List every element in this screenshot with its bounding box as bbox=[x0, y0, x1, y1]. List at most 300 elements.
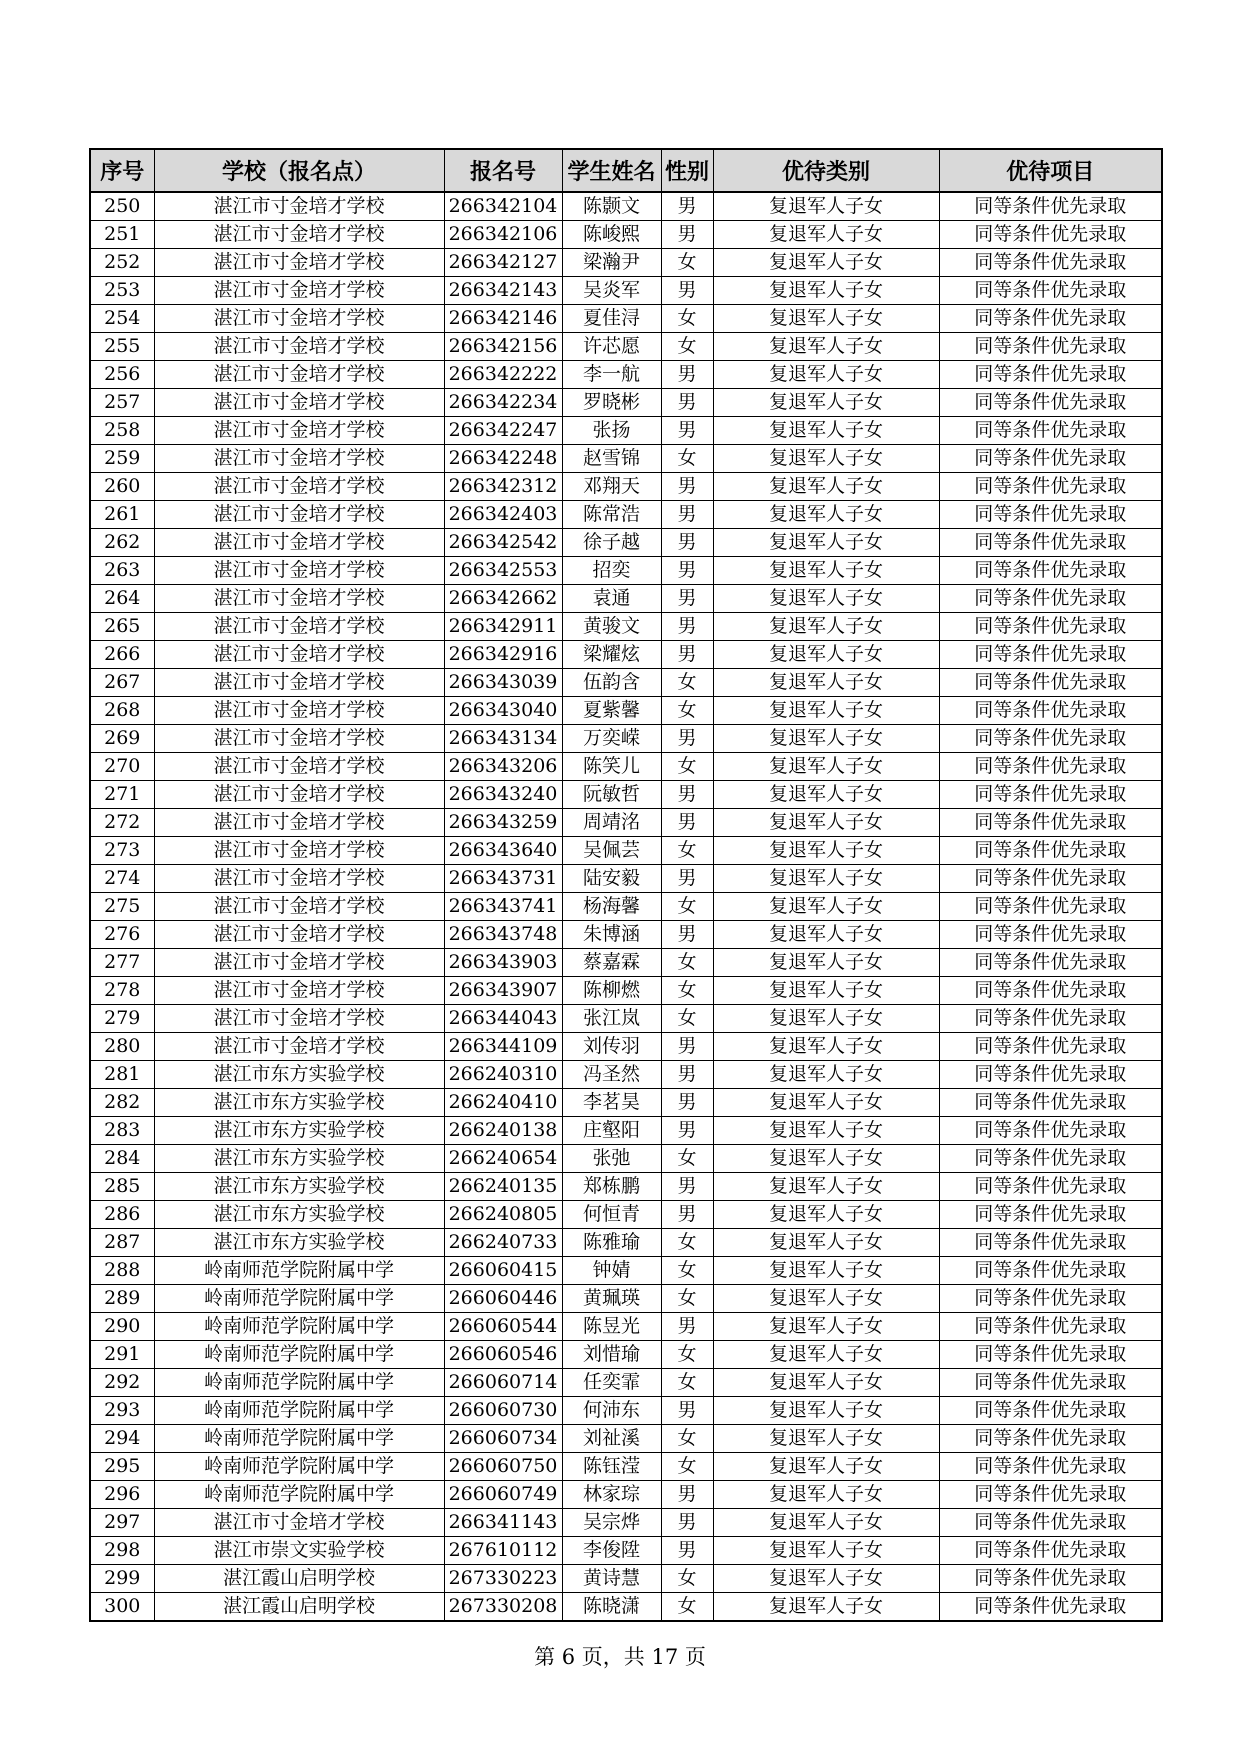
cell-reg-no: 266342106 bbox=[444, 221, 562, 249]
cell-reg-no: 266342247 bbox=[444, 417, 562, 445]
cell-priority-item: 同等条件优先录取 bbox=[939, 1229, 1162, 1257]
cell-student-name: 黄骏文 bbox=[562, 613, 661, 641]
cell-school: 湛江市寸金培才学校 bbox=[154, 1509, 444, 1537]
cell-priority-category: 复退军人子女 bbox=[713, 809, 939, 837]
cell-gender: 女 bbox=[661, 333, 713, 361]
cell-student-name: 陈晓潇 bbox=[562, 1593, 661, 1622]
header-priority-category: 优待类别 bbox=[713, 149, 939, 192]
table-row bbox=[90, 641, 1162, 669]
cell-seq: 284 bbox=[90, 1145, 154, 1173]
cell-gender: 男 bbox=[661, 529, 713, 557]
cell-priority-category: 复退军人子女 bbox=[713, 1537, 939, 1565]
cell-school: 岭南师范学院附属中学 bbox=[154, 1285, 444, 1313]
cell-reg-no: 266342234 bbox=[444, 389, 562, 417]
cell-reg-no: 266343134 bbox=[444, 725, 562, 753]
cell-reg-no: 267330223 bbox=[444, 1565, 562, 1593]
cell-gender: 男 bbox=[661, 361, 713, 389]
cell-reg-no: 266343748 bbox=[444, 921, 562, 949]
cell-student-name: 刘传羽 bbox=[562, 1033, 661, 1061]
cell-student-name: 吴宗烨 bbox=[562, 1509, 661, 1537]
cell-school: 湛江市寸金培才学校 bbox=[154, 753, 444, 781]
cell-priority-category: 复退军人子女 bbox=[713, 1593, 939, 1622]
cell-reg-no: 266343907 bbox=[444, 977, 562, 1005]
cell-seq: 299 bbox=[90, 1565, 154, 1593]
cell-school: 湛江市寸金培才学校 bbox=[154, 1005, 444, 1033]
cell-gender: 女 bbox=[661, 1285, 713, 1313]
cell-priority-item: 同等条件优先录取 bbox=[939, 1509, 1162, 1537]
cell-seq: 294 bbox=[90, 1425, 154, 1453]
cell-priority-item: 同等条件优先录取 bbox=[939, 361, 1162, 389]
cell-gender: 女 bbox=[661, 837, 713, 865]
cell-gender: 女 bbox=[661, 1425, 713, 1453]
cell-school: 湛江市寸金培才学校 bbox=[154, 949, 444, 977]
cell-reg-no: 266341143 bbox=[444, 1509, 562, 1537]
cell-seq: 268 bbox=[90, 697, 154, 725]
cell-seq: 267 bbox=[90, 669, 154, 697]
cell-school: 岭南师范学院附属中学 bbox=[154, 1341, 444, 1369]
cell-priority-category: 复退军人子女 bbox=[713, 1229, 939, 1257]
cell-priority-category: 复退军人子女 bbox=[713, 585, 939, 613]
cell-gender: 男 bbox=[661, 781, 713, 809]
cell-gender: 女 bbox=[661, 977, 713, 1005]
cell-reg-no: 266342146 bbox=[444, 305, 562, 333]
header-reg-no: 报名号 bbox=[444, 149, 562, 192]
cell-priority-category: 复退军人子女 bbox=[713, 753, 939, 781]
cell-priority-category: 复退军人子女 bbox=[713, 1369, 939, 1397]
table-row bbox=[90, 1481, 1162, 1509]
cell-school: 岭南师范学院附属中学 bbox=[154, 1397, 444, 1425]
cell-gender: 女 bbox=[661, 445, 713, 473]
header-school: 学校（报名点） bbox=[154, 149, 444, 192]
cell-gender: 男 bbox=[661, 725, 713, 753]
table-row bbox=[90, 249, 1162, 277]
cell-priority-item: 同等条件优先录取 bbox=[939, 893, 1162, 921]
header-seq: 序号 bbox=[90, 149, 154, 192]
cell-school: 湛江市寸金培才学校 bbox=[154, 277, 444, 305]
table-row bbox=[90, 305, 1162, 333]
table-row bbox=[90, 473, 1162, 501]
cell-student-name: 杨海馨 bbox=[562, 893, 661, 921]
cell-reg-no: 266342553 bbox=[444, 557, 562, 585]
cell-school: 湛江市寸金培才学校 bbox=[154, 641, 444, 669]
cell-reg-no: 266060415 bbox=[444, 1257, 562, 1285]
header-student-name: 学生姓名 bbox=[562, 149, 661, 192]
cell-priority-item: 同等条件优先录取 bbox=[939, 837, 1162, 865]
cell-priority-item: 同等条件优先录取 bbox=[939, 809, 1162, 837]
cell-student-name: 周靖洺 bbox=[562, 809, 661, 837]
table-row bbox=[90, 445, 1162, 473]
cell-school: 湛江市寸金培才学校 bbox=[154, 361, 444, 389]
cell-priority-category: 复退军人子女 bbox=[713, 221, 939, 249]
cell-reg-no: 266342542 bbox=[444, 529, 562, 557]
table-row bbox=[90, 1061, 1162, 1089]
cell-seq: 265 bbox=[90, 613, 154, 641]
cell-priority-category: 复退军人子女 bbox=[713, 361, 939, 389]
table-row bbox=[90, 697, 1162, 725]
cell-priority-category: 复退军人子女 bbox=[713, 1173, 939, 1201]
cell-school: 湛江市寸金培才学校 bbox=[154, 613, 444, 641]
table-row bbox=[90, 501, 1162, 529]
cell-seq: 271 bbox=[90, 781, 154, 809]
cell-seq: 273 bbox=[90, 837, 154, 865]
table-row bbox=[90, 585, 1162, 613]
cell-school: 湛江市寸金培才学校 bbox=[154, 865, 444, 893]
cell-school: 湛江市寸金培才学校 bbox=[154, 585, 444, 613]
table-row bbox=[90, 837, 1162, 865]
cell-priority-item: 同等条件优先录取 bbox=[939, 1061, 1162, 1089]
cell-priority-category: 复退军人子女 bbox=[713, 837, 939, 865]
cell-school: 湛江市寸金培才学校 bbox=[154, 445, 444, 473]
cell-priority-category: 复退军人子女 bbox=[713, 389, 939, 417]
cell-student-name: 陈钰滢 bbox=[562, 1453, 661, 1481]
table-row bbox=[90, 557, 1162, 585]
cell-reg-no: 267610112 bbox=[444, 1537, 562, 1565]
cell-school: 湛江市寸金培才学校 bbox=[154, 781, 444, 809]
cell-student-name: 袁通 bbox=[562, 585, 661, 613]
cell-reg-no: 266342916 bbox=[444, 641, 562, 669]
cell-reg-no: 266342911 bbox=[444, 613, 562, 641]
cell-reg-no: 266060750 bbox=[444, 1453, 562, 1481]
table-row bbox=[90, 781, 1162, 809]
cell-seq: 285 bbox=[90, 1173, 154, 1201]
table-row bbox=[90, 725, 1162, 753]
cell-seq: 282 bbox=[90, 1089, 154, 1117]
cell-priority-item: 同等条件优先录取 bbox=[939, 781, 1162, 809]
cell-gender: 女 bbox=[661, 697, 713, 725]
cell-school: 湛江市寸金培才学校 bbox=[154, 529, 444, 557]
cell-seq: 275 bbox=[90, 893, 154, 921]
cell-reg-no: 266060544 bbox=[444, 1313, 562, 1341]
table-row bbox=[90, 277, 1162, 305]
cell-priority-category: 复退军人子女 bbox=[713, 473, 939, 501]
cell-student-name: 万奕嵘 bbox=[562, 725, 661, 753]
cell-seq: 255 bbox=[90, 333, 154, 361]
cell-reg-no: 266342403 bbox=[444, 501, 562, 529]
cell-school: 湛江霞山启明学校 bbox=[154, 1565, 444, 1593]
cell-gender: 男 bbox=[661, 1173, 713, 1201]
cell-student-name: 黄珮瑛 bbox=[562, 1285, 661, 1313]
cell-school: 湛江市寸金培才学校 bbox=[154, 557, 444, 585]
cell-reg-no: 266343040 bbox=[444, 697, 562, 725]
cell-gender: 男 bbox=[661, 1201, 713, 1229]
cell-priority-item: 同等条件优先录取 bbox=[939, 641, 1162, 669]
table-row bbox=[90, 1313, 1162, 1341]
cell-gender: 女 bbox=[661, 1229, 713, 1257]
cell-seq: 258 bbox=[90, 417, 154, 445]
table-row bbox=[90, 613, 1162, 641]
cell-gender: 女 bbox=[661, 1565, 713, 1593]
cell-school: 湛江市寸金培才学校 bbox=[154, 893, 444, 921]
cell-reg-no: 266343259 bbox=[444, 809, 562, 837]
cell-seq: 283 bbox=[90, 1117, 154, 1145]
cell-school: 湛江市东方实验学校 bbox=[154, 1229, 444, 1257]
cell-seq: 289 bbox=[90, 1285, 154, 1313]
cell-gender: 男 bbox=[661, 221, 713, 249]
cell-priority-item: 同等条件优先录取 bbox=[939, 1341, 1162, 1369]
cell-seq: 252 bbox=[90, 249, 154, 277]
table-row bbox=[90, 977, 1162, 1005]
cell-seq: 260 bbox=[90, 473, 154, 501]
cell-gender: 男 bbox=[661, 865, 713, 893]
table-row bbox=[90, 1565, 1162, 1593]
cell-priority-item: 同等条件优先录取 bbox=[939, 613, 1162, 641]
cell-seq: 277 bbox=[90, 949, 154, 977]
cell-reg-no: 266240410 bbox=[444, 1089, 562, 1117]
cell-priority-item: 同等条件优先录取 bbox=[939, 1593, 1162, 1622]
table-row bbox=[90, 361, 1162, 389]
cell-reg-no: 266240805 bbox=[444, 1201, 562, 1229]
cell-priority-category: 复退军人子女 bbox=[713, 669, 939, 697]
cell-gender: 女 bbox=[661, 753, 713, 781]
cell-priority-item: 同等条件优先录取 bbox=[939, 445, 1162, 473]
cell-priority-item: 同等条件优先录取 bbox=[939, 1453, 1162, 1481]
cell-school: 湛江市东方实验学校 bbox=[154, 1117, 444, 1145]
cell-priority-item: 同等条件优先录取 bbox=[939, 557, 1162, 585]
cell-gender: 女 bbox=[661, 1341, 713, 1369]
cell-priority-item: 同等条件优先录取 bbox=[939, 389, 1162, 417]
cell-priority-item: 同等条件优先录取 bbox=[939, 977, 1162, 1005]
cell-reg-no: 266342143 bbox=[444, 277, 562, 305]
cell-gender: 男 bbox=[661, 1061, 713, 1089]
cell-seq: 266 bbox=[90, 641, 154, 669]
cell-seq: 270 bbox=[90, 753, 154, 781]
cell-gender: 男 bbox=[661, 557, 713, 585]
cell-seq: 279 bbox=[90, 1005, 154, 1033]
table-row bbox=[90, 809, 1162, 837]
cell-student-name: 刘惜瑜 bbox=[562, 1341, 661, 1369]
cell-school: 湛江市寸金培才学校 bbox=[154, 725, 444, 753]
cell-student-name: 刘祉溪 bbox=[562, 1425, 661, 1453]
table-row bbox=[90, 1453, 1162, 1481]
cell-priority-item: 同等条件优先录取 bbox=[939, 305, 1162, 333]
cell-school: 湛江市东方实验学校 bbox=[154, 1061, 444, 1089]
cell-student-name: 张弛 bbox=[562, 1145, 661, 1173]
cell-student-name: 赵雪锦 bbox=[562, 445, 661, 473]
table-row bbox=[90, 1173, 1162, 1201]
cell-gender: 女 bbox=[661, 949, 713, 977]
cell-student-name: 陈雅瑜 bbox=[562, 1229, 661, 1257]
cell-reg-no: 266343640 bbox=[444, 837, 562, 865]
cell-priority-item: 同等条件优先录取 bbox=[939, 249, 1162, 277]
cell-priority-item: 同等条件优先录取 bbox=[939, 1397, 1162, 1425]
cell-priority-category: 复退军人子女 bbox=[713, 1481, 939, 1509]
cell-priority-category: 复退军人子女 bbox=[713, 1145, 939, 1173]
priority-admission-table bbox=[89, 148, 1163, 1622]
cell-priority-category: 复退军人子女 bbox=[713, 697, 939, 725]
cell-priority-item: 同等条件优先录取 bbox=[939, 1481, 1162, 1509]
cell-priority-category: 复退军人子女 bbox=[713, 192, 939, 221]
cell-student-name: 阮敏哲 bbox=[562, 781, 661, 809]
cell-priority-item: 同等条件优先录取 bbox=[939, 725, 1162, 753]
cell-priority-category: 复退军人子女 bbox=[713, 781, 939, 809]
cell-school: 湛江市寸金培才学校 bbox=[154, 837, 444, 865]
table-row bbox=[90, 192, 1162, 221]
cell-student-name: 招奕 bbox=[562, 557, 661, 585]
cell-priority-category: 复退军人子女 bbox=[713, 417, 939, 445]
cell-seq: 278 bbox=[90, 977, 154, 1005]
cell-gender: 女 bbox=[661, 669, 713, 697]
cell-reg-no: 266240135 bbox=[444, 1173, 562, 1201]
cell-priority-category: 复退军人子女 bbox=[713, 977, 939, 1005]
cell-reg-no: 266060734 bbox=[444, 1425, 562, 1453]
table-row bbox=[90, 669, 1162, 697]
cell-student-name: 陈颢文 bbox=[562, 192, 661, 221]
cell-seq: 272 bbox=[90, 809, 154, 837]
cell-reg-no: 266060546 bbox=[444, 1341, 562, 1369]
cell-seq: 261 bbox=[90, 501, 154, 529]
cell-reg-no: 266343240 bbox=[444, 781, 562, 809]
cell-gender: 女 bbox=[661, 1593, 713, 1622]
cell-gender: 男 bbox=[661, 585, 713, 613]
cell-seq: 296 bbox=[90, 1481, 154, 1509]
cell-priority-item: 同等条件优先录取 bbox=[939, 949, 1162, 977]
table-row bbox=[90, 893, 1162, 921]
cell-school: 湛江市寸金培才学校 bbox=[154, 921, 444, 949]
header-gender: 性别 bbox=[661, 149, 713, 192]
cell-seq: 250 bbox=[90, 192, 154, 221]
cell-priority-category: 复退军人子女 bbox=[713, 557, 939, 585]
cell-seq: 264 bbox=[90, 585, 154, 613]
cell-seq: 288 bbox=[90, 1257, 154, 1285]
cell-reg-no: 266342127 bbox=[444, 249, 562, 277]
cell-priority-category: 复退军人子女 bbox=[713, 949, 939, 977]
cell-student-name: 何沛东 bbox=[562, 1397, 661, 1425]
cell-reg-no: 266342662 bbox=[444, 585, 562, 613]
cell-priority-category: 复退军人子女 bbox=[713, 725, 939, 753]
cell-gender: 男 bbox=[661, 389, 713, 417]
cell-priority-item: 同等条件优先录取 bbox=[939, 1005, 1162, 1033]
table-row bbox=[90, 1397, 1162, 1425]
cell-priority-category: 复退军人子女 bbox=[713, 1201, 939, 1229]
cell-priority-item: 同等条件优先录取 bbox=[939, 1201, 1162, 1229]
cell-priority-category: 复退军人子女 bbox=[713, 1117, 939, 1145]
cell-priority-category: 复退军人子女 bbox=[713, 1005, 939, 1033]
cell-gender: 男 bbox=[661, 1033, 713, 1061]
cell-priority-category: 复退军人子女 bbox=[713, 865, 939, 893]
table-row bbox=[90, 1201, 1162, 1229]
table-row bbox=[90, 1341, 1162, 1369]
table-row bbox=[90, 1593, 1162, 1622]
cell-gender: 男 bbox=[661, 809, 713, 837]
cell-seq: 257 bbox=[90, 389, 154, 417]
cell-reg-no: 266342156 bbox=[444, 333, 562, 361]
cell-priority-category: 复退军人子女 bbox=[713, 1033, 939, 1061]
cell-priority-item: 同等条件优先录取 bbox=[939, 1173, 1162, 1201]
cell-priority-category: 复退军人子女 bbox=[713, 277, 939, 305]
cell-reg-no: 266343039 bbox=[444, 669, 562, 697]
cell-seq: 292 bbox=[90, 1369, 154, 1397]
cell-priority-category: 复退军人子女 bbox=[713, 1257, 939, 1285]
cell-reg-no: 266343731 bbox=[444, 865, 562, 893]
cell-gender: 女 bbox=[661, 1257, 713, 1285]
cell-seq: 253 bbox=[90, 277, 154, 305]
cell-priority-category: 复退军人子女 bbox=[713, 1453, 939, 1481]
cell-school: 岭南师范学院附属中学 bbox=[154, 1369, 444, 1397]
cell-school: 岭南师范学院附属中学 bbox=[154, 1425, 444, 1453]
cell-priority-item: 同等条件优先录取 bbox=[939, 1033, 1162, 1061]
cell-priority-item: 同等条件优先录取 bbox=[939, 1117, 1162, 1145]
cell-student-name: 冯圣然 bbox=[562, 1061, 661, 1089]
cell-school: 湛江霞山启明学校 bbox=[154, 1593, 444, 1622]
cell-priority-category: 复退军人子女 bbox=[713, 641, 939, 669]
table-body bbox=[90, 192, 1162, 1621]
cell-gender: 男 bbox=[661, 1313, 713, 1341]
cell-priority-category: 复退军人子女 bbox=[713, 1341, 939, 1369]
cell-gender: 男 bbox=[661, 1089, 713, 1117]
table-row bbox=[90, 1033, 1162, 1061]
cell-gender: 男 bbox=[661, 1117, 713, 1145]
cell-seq: 263 bbox=[90, 557, 154, 585]
cell-seq: 295 bbox=[90, 1453, 154, 1481]
cell-reg-no: 266060714 bbox=[444, 1369, 562, 1397]
table-row bbox=[90, 1425, 1162, 1453]
cell-priority-category: 复退军人子女 bbox=[713, 1565, 939, 1593]
cell-priority-item: 同等条件优先录取 bbox=[939, 1425, 1162, 1453]
cell-school: 湛江市寸金培才学校 bbox=[154, 977, 444, 1005]
table-row bbox=[90, 1509, 1162, 1537]
cell-gender: 男 bbox=[661, 921, 713, 949]
cell-school: 湛江市寸金培才学校 bbox=[154, 333, 444, 361]
cell-gender: 男 bbox=[661, 1397, 713, 1425]
cell-reg-no: 266060730 bbox=[444, 1397, 562, 1425]
cell-student-name: 陈昱光 bbox=[562, 1313, 661, 1341]
table-row bbox=[90, 949, 1162, 977]
cell-reg-no: 267330208 bbox=[444, 1593, 562, 1622]
cell-student-name: 林家琮 bbox=[562, 1481, 661, 1509]
cell-reg-no: 266343741 bbox=[444, 893, 562, 921]
table-row bbox=[90, 1145, 1162, 1173]
cell-student-name: 许芯愿 bbox=[562, 333, 661, 361]
cell-student-name: 李茗昊 bbox=[562, 1089, 661, 1117]
cell-school: 湛江市寸金培才学校 bbox=[154, 417, 444, 445]
cell-gender: 男 bbox=[661, 473, 713, 501]
cell-reg-no: 266342104 bbox=[444, 192, 562, 221]
cell-student-name: 梁耀炫 bbox=[562, 641, 661, 669]
cell-priority-category: 复退军人子女 bbox=[713, 445, 939, 473]
cell-priority-item: 同等条件优先录取 bbox=[939, 669, 1162, 697]
cell-student-name: 陈峻熙 bbox=[562, 221, 661, 249]
table-row bbox=[90, 417, 1162, 445]
cell-seq: 262 bbox=[90, 529, 154, 557]
cell-seq: 287 bbox=[90, 1229, 154, 1257]
table-row bbox=[90, 529, 1162, 557]
cell-seq: 281 bbox=[90, 1061, 154, 1089]
cell-student-name: 徐子越 bbox=[562, 529, 661, 557]
cell-student-name: 庄壑阳 bbox=[562, 1117, 661, 1145]
table-row bbox=[90, 389, 1162, 417]
cell-school: 岭南师范学院附属中学 bbox=[154, 1257, 444, 1285]
table-row bbox=[90, 1257, 1162, 1285]
cell-gender: 男 bbox=[661, 1537, 713, 1565]
cell-reg-no: 266240310 bbox=[444, 1061, 562, 1089]
cell-priority-item: 同等条件优先录取 bbox=[939, 221, 1162, 249]
cell-priority-category: 复退军人子女 bbox=[713, 501, 939, 529]
cell-priority-item: 同等条件优先录取 bbox=[939, 1145, 1162, 1173]
cell-gender: 男 bbox=[661, 641, 713, 669]
cell-student-name: 钟婧 bbox=[562, 1257, 661, 1285]
table-row bbox=[90, 1005, 1162, 1033]
cell-priority-item: 同等条件优先录取 bbox=[939, 1313, 1162, 1341]
cell-seq: 254 bbox=[90, 305, 154, 333]
cell-student-name: 吴佩芸 bbox=[562, 837, 661, 865]
cell-school: 湛江市寸金培才学校 bbox=[154, 473, 444, 501]
cell-student-name: 陆安毅 bbox=[562, 865, 661, 893]
table-row bbox=[90, 1089, 1162, 1117]
cell-student-name: 郑栋鹏 bbox=[562, 1173, 661, 1201]
cell-gender: 女 bbox=[661, 1005, 713, 1033]
cell-student-name: 李一航 bbox=[562, 361, 661, 389]
cell-reg-no: 266342222 bbox=[444, 361, 562, 389]
